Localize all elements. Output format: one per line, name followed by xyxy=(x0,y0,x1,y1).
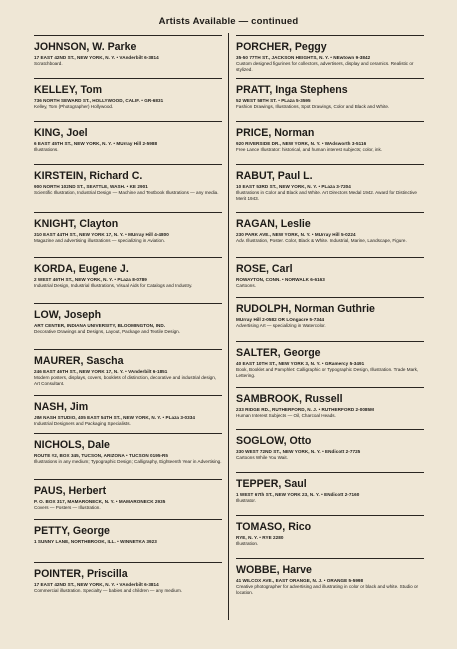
artist-description: Human Interest Subjects — Oil, Charcoal Heads. xyxy=(236,413,336,418)
artist-name: KING, Joel xyxy=(34,127,88,139)
artist-entry xyxy=(34,164,222,196)
artist-entry xyxy=(236,164,424,202)
artist-address: 40 EAST 10TH ST., NEW YORK 3, N. Y. • GRamercy 5-3491 xyxy=(236,361,365,366)
artist-description: Decorative Drawings and Designs, Layout, Package and Textile Design. xyxy=(34,329,180,334)
artist-name: SAMBROOK, Russell xyxy=(236,393,343,405)
artist-address: MUrray Hill 2-0582 OR LOngacre 5-7344 xyxy=(236,317,325,322)
artist-address: 736 NORTH SEWARD ST., HOLLYWOOD, CALIF. • GR-6831 xyxy=(34,98,164,103)
artist-entry xyxy=(34,395,222,427)
artist-description: Covers — Posters — Illustration. xyxy=(34,505,101,510)
artist-name: TEPPER, Saul xyxy=(236,478,307,490)
artist-name: NASH, Jim xyxy=(34,401,89,413)
artist-description: Creative photographer for advertising and illustrating in color or black and white. Studio or location. xyxy=(236,584,419,595)
artist-name: SALTER, George xyxy=(236,347,321,359)
artist-entry xyxy=(236,387,424,419)
artist-entry xyxy=(236,121,424,153)
artist-address: 246 EAST 46TH ST., NEW YORK 17, N. Y. • VAnderbilt 6-1851 xyxy=(34,369,168,374)
artist-description: Book, Booklet and Pamphlet: Calligraphic or Typographic Design, Illustration. Trade Mark, Lettering. xyxy=(236,367,419,378)
artist-description: Fashion Drawings, Illustrations, Spot Drawings, Color and Black and White. xyxy=(236,104,390,109)
artist-description: Custom designed figurines for collectors, advertisers, display and ceramics. Realistic or stylized. xyxy=(236,61,414,72)
artist-description: Adv. Illustration, Poster. Color, Black & White. Industrial, Marine, Landscape, Figure. xyxy=(236,238,407,243)
artist-address: 2 WEST 46TH ST., NEW YORK, N. Y. • PLaza 8-0789 xyxy=(34,277,147,282)
artist-entry xyxy=(34,349,222,387)
artist-description: Illustrator. xyxy=(236,498,256,503)
artist-description: Advertising Art — specializing in Watercolor. xyxy=(236,323,326,328)
artist-description: Scratchboard. xyxy=(34,61,63,66)
artist-name: WOBBE, Harve xyxy=(236,564,312,576)
artist-name: MAURER, Sascha xyxy=(34,355,124,367)
artist-description: Illustrations in Color and Black and White. Art Directors Medal 1942. Award for Distinctive Merit 1943. xyxy=(236,190,417,201)
artist-address: 920 RIVERSIDE DR., NEW YORK, N. Y. • WAdsworth 3-5116 xyxy=(236,141,367,146)
artist-address: 17 EAST 42ND ST., NEW YORK, N. Y. • VAnderbilt 6-3814 xyxy=(34,582,159,587)
artist-name: PAUS, Herbert xyxy=(34,485,107,497)
artist-address: 41 WILCOX AVE., EAST ORANGE, N. J. • ORANGE 5-5998 xyxy=(236,578,364,583)
artist-entry xyxy=(236,472,424,504)
artist-entry xyxy=(236,257,424,289)
artist-description: Commercial illustration. Specialty — babies and children — any medium. xyxy=(34,588,183,593)
artist-name: RABUT, Paul L. xyxy=(236,170,313,182)
artist-entry xyxy=(34,303,222,335)
artist-description: Illustrations in any medium; Typographic Design; Calligraphy, Eighteenth Year in Advertising. xyxy=(34,459,222,464)
artist-description: Industrial Design, Industrial Illustrations, Visual Aids for Catalogs and Industry. xyxy=(34,283,193,288)
artist-address: 6 EAST 45TH ST., NEW YORK, N. Y. • MUrray Hill 2-5988 xyxy=(34,141,158,146)
artist-entry xyxy=(34,35,222,67)
artist-name: KORDA, Eugene J. xyxy=(34,263,129,275)
artist-name: TOMASO, Rico xyxy=(236,521,312,533)
artist-description: Cartoons. xyxy=(236,283,256,288)
artist-address: 310 EAST 44TH ST., NEW YORK 17, N. Y. • MUrray Hill 4-4800 xyxy=(34,232,169,237)
artist-entry xyxy=(34,562,222,594)
artist-description: Illustration. xyxy=(236,541,259,546)
artist-description: Modern posters, displays, covers, booklets of distinction, decorative and industrial design, Art Consultant. xyxy=(34,375,217,386)
artist-address: 330 WEST 72ND ST., NEW YORK, N. Y. • ENdicott 2-7725 xyxy=(236,449,361,454)
artist-address: ROWAYTON, CONN. • NORWALK 6-6163 xyxy=(236,277,325,282)
artist-entry xyxy=(236,78,424,110)
artist-entry xyxy=(236,35,424,73)
artist-name: PORCHER, Peggy xyxy=(236,41,327,53)
artist-name: KELLEY, Tom xyxy=(34,84,103,96)
artist-address: 233 RIDGE RD., RUTHERFORD, N. J. • RUTHERFORD 2-0085M xyxy=(236,407,375,412)
artist-entry xyxy=(236,558,424,596)
artist-description: Cartoons While You Wait. xyxy=(236,455,288,460)
artist-entry xyxy=(236,341,424,379)
artist-address: JIM NASH STUDIO, 405 EAST 54TH ST., NEW YORK, N. Y. • PLaza 3-0334 xyxy=(34,415,195,420)
artist-entry xyxy=(34,519,222,545)
artist-name: LOW, Joseph xyxy=(34,309,102,321)
artist-entry xyxy=(34,121,222,153)
artist-description: Kelley, Tom (Photographer) Hollywood. xyxy=(34,104,114,109)
artist-description: Magazine and advertising illustrations — specializing in Aviation. xyxy=(34,238,165,243)
artist-entry xyxy=(34,433,222,465)
artist-name: RUDOLPH, Norman Guthrie xyxy=(236,303,375,315)
artist-entry xyxy=(236,297,424,329)
artist-entry xyxy=(34,78,222,110)
page-header: Artists Available — continued xyxy=(158,16,299,27)
artist-name: JOHNSON, W. Parke xyxy=(34,41,137,53)
artist-address: 52 WEST 58TH ST. • PLaza 5-3595 xyxy=(236,98,311,103)
artist-name: POINTER, Priscilla xyxy=(34,568,128,580)
artist-address: 10 EAST 53RD ST., NEW YORK, N. Y. • PLaza 3-7204 xyxy=(236,184,351,189)
artist-name: KIRSTEIN, Richard C. xyxy=(34,170,143,182)
artist-address: 1 SUNNY LANE, NORTHBROOK, ILL. • WINNETKA 3923 xyxy=(34,539,157,544)
artist-entry xyxy=(236,429,424,461)
artist-name: SOGLOW, Otto xyxy=(236,435,312,447)
artist-description: Industrial Designers and Packaging Specialists. xyxy=(34,421,131,426)
artist-name: ROSE, Carl xyxy=(236,263,293,275)
artist-entry xyxy=(236,212,424,244)
artist-address: ART CENTER, INDIANA UNIVERSITY, BLOOMINGTON, IND. xyxy=(34,323,166,328)
artist-description: Scientific Illustration, Industrial Design — Machine and Textbook Illustrations — any media. xyxy=(34,190,219,195)
artist-description: Illustrations. xyxy=(34,147,59,152)
artist-address: 230 PARK AVE., NEW YORK, N. Y. • MUrray Hill 5-0224 xyxy=(236,232,356,237)
artist-address: RYE, N. Y. • RYE 2280 xyxy=(236,535,284,540)
artist-name: NICHOLS, Dale xyxy=(34,439,110,451)
artist-entry xyxy=(34,257,222,289)
artist-address: 35-50 77TH ST., JACKSON HEIGHTS, N. Y. • NEwtown 9-3842 xyxy=(236,55,371,60)
artist-name: KNIGHT, Clayton xyxy=(34,218,119,230)
artist-entry xyxy=(34,479,222,511)
artist-name: RAGAN, Leslie xyxy=(236,218,311,230)
artist-name: PRICE, Norman xyxy=(236,127,315,139)
artist-name: PETTY, George xyxy=(34,525,110,537)
artist-address: ROUTE #2, BOX 345, TUCSON, ARIZONA • TUCSON 0195-R5 xyxy=(34,453,169,458)
artist-entry xyxy=(34,212,222,244)
artist-address: 1 WEST 67th ST., NEW YORK 23, N. Y. • ENdicott 2-7160 xyxy=(236,492,360,497)
artist-address: 900 NORTH 102ND ST., SEATTLE, WASH. • KE 2901 xyxy=(34,184,148,189)
artist-description: Free Lance Illustrator: historical, and human interest subjects; color, ink. xyxy=(236,147,383,152)
artist-address: P. O. BOX 317, MAMARONECK, N. Y. • MAMARONECK 2935 xyxy=(34,499,166,504)
column-divider xyxy=(228,33,229,620)
artist-name: PRATT, Inga Stephens xyxy=(236,84,348,96)
artist-entry xyxy=(236,515,424,547)
artist-address: 17 EAST 42ND ST., NEW YORK, N. Y. • VAnderbilt 6-3814 xyxy=(34,55,159,60)
